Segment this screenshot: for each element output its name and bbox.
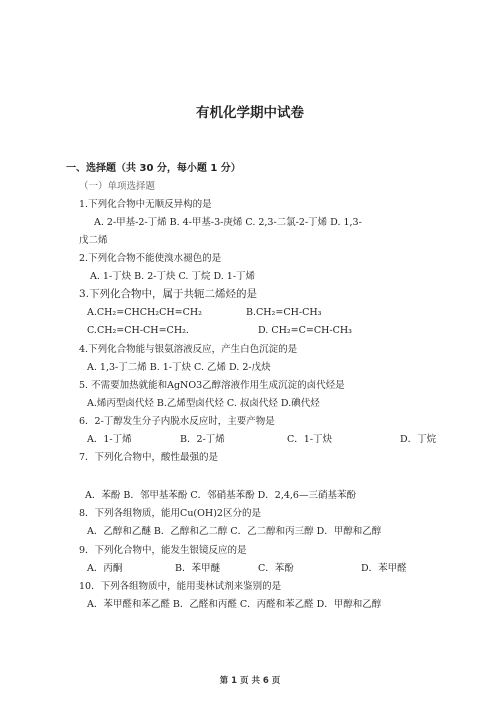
question-6-option-d: D．丁烷: [400, 434, 437, 445]
question-9-option-a: A．丙酮: [87, 563, 123, 574]
question-10-options: A．苯甲醛和苯乙醛 B．乙醛和丙醛 C．丙醛和苯乙醛 D．甲醇和乙醇: [87, 599, 382, 610]
question-1-options: A. 2-甲基-2-丁烯 B. 4-甲基-3-庚烯 C. 2,3-二氯-2-丁烯 D. 1,3-: [94, 217, 362, 228]
question-6-option-c: C．1-丁炔: [287, 434, 333, 445]
question-9-option-d: D．苯甲醛: [361, 563, 407, 574]
question-6-option-b: B．2-丁烯: [180, 434, 225, 445]
question-3-stem: 3.下列化合物中，属于共轭二烯烃的是: [79, 288, 258, 300]
question-2-stem: 2.下列化合物不能使溴水褪色的是: [79, 253, 222, 264]
question-3-option-c: C.CH₂=CH-CH=CH₂.: [87, 325, 189, 336]
question-3-option-a: A.CH₂=CHCH₂CH=CH₂: [87, 307, 202, 318]
page-title: 有机化学期中试卷: [196, 105, 304, 121]
question-8-stem: 8．下列各组物质，能用Cu(OH)2区分的是: [79, 508, 261, 519]
question-7-options: A．苯酚 B．邻甲基苯酚 C．邻硝基苯酚 D．2,4,6—三硝基苯酚: [85, 490, 356, 501]
question-6-option-a: A．1-丁烯: [87, 434, 132, 445]
question-5-options: A.烯丙型卤代烃 B.乙烯型卤代烃 C. 叔卤代烃 D.碘代烃: [87, 398, 320, 409]
question-4-stem: 4.下列化合物能与银氨溶液反应，产生白色沉淀的是: [79, 344, 298, 355]
question-6-stem: 6．2-丁醇发生分子内脱水反应时，主要产物是: [79, 416, 275, 427]
question-3-option-d: D. CH₂=C=CH-CH₃: [258, 325, 352, 336]
question-2-options: A. 1-丁炔 B. 2-丁炔 C. 丁烷 D. 1-丁烯: [90, 271, 256, 282]
question-8-options: A．乙醇和乙醚 B．乙醇和乙二醇 C．乙二醇和丙三醇 D．甲醇和乙醇: [87, 526, 382, 537]
question-7-stem: 7．下列化合物中，酸性最强的是: [79, 452, 219, 463]
question-3-option-b: B.CH₂=CH-CH₃: [246, 307, 322, 318]
subsection-heading: （一）单项选择题: [79, 181, 156, 192]
question-1-stem: 1.下列化合物中无顺反异构的是: [79, 199, 212, 210]
question-10-stem: 10．下列各组物质中，能用斐林试剂来鉴别的是: [79, 581, 282, 592]
question-1-options-continued: 戊二烯: [79, 235, 108, 246]
question-9-option-c: C．苯酚: [258, 563, 294, 574]
page-footer: 第 1 页 共 6 页: [219, 676, 281, 686]
question-9-stem: 9．下列化合物中，能发生银镜反应的是: [79, 545, 247, 556]
question-9-option-b: B．苯甲醚: [175, 563, 220, 574]
section-heading: 一、选择题（共 30 分，每小题 1 分）: [66, 163, 241, 174]
question-5-stem: 5. 不需要加热就能和AgNO3乙醇溶液作用生成沉淀的卤代烃是: [79, 380, 345, 391]
question-4-options: A. 1,3-丁二烯 B. 1-丁炔 C. 乙烯 D. 2-戊炔: [87, 362, 271, 373]
